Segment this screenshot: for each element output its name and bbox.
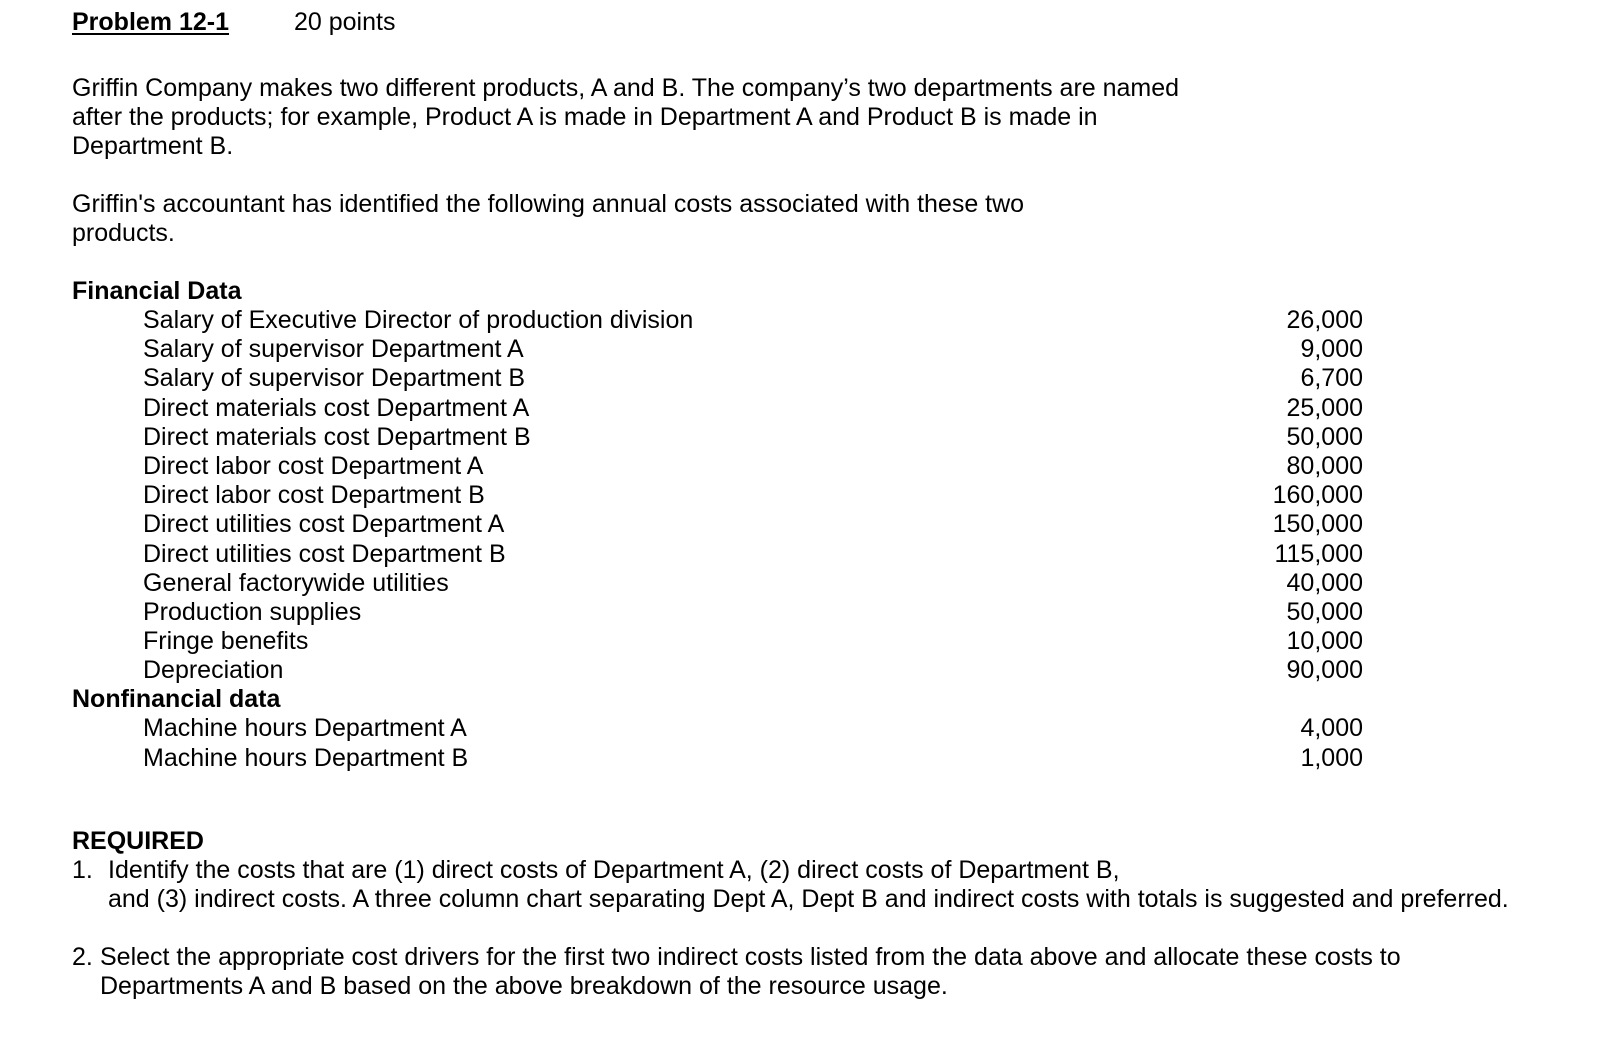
cost-value: 40,000 — [1286, 568, 1363, 597]
required-text — [108, 856, 1602, 914]
financial-data-list — [72, 306, 1602, 685]
cost-label: Fringe benefits — [143, 627, 309, 656]
cost-row — [72, 744, 1602, 773]
cost-row — [72, 452, 1602, 481]
cost-label: Direct utilities cost Department A — [143, 510, 505, 539]
nonfinancial-data-list — [72, 714, 1602, 772]
cost-row — [72, 335, 1602, 364]
required-line: Identify the costs that are (1) direct costs of Department A, (2) direct costs of Department B, — [108, 855, 1120, 884]
cost-row — [72, 364, 1602, 393]
cost-value: 150,000 — [1272, 510, 1363, 539]
cost-label: Direct materials cost Department A — [143, 393, 530, 422]
problem-title: Problem 12-1 — [72, 8, 230, 36]
financial-data-heading: Financial Data — [72, 277, 242, 305]
required-number: 2. — [72, 942, 93, 971]
cost-label: Direct labor cost Department B — [143, 481, 485, 510]
cost-label: Direct materials cost Department B — [143, 422, 531, 451]
cost-label: Machine hours Department B — [143, 743, 469, 772]
cost-row — [72, 540, 1602, 569]
cost-label: Direct utilities cost Department B — [143, 539, 506, 568]
required-line: and (3) indirect costs. A three column chart separating Dept A, Dept B and indirect costs with totals is suggested and preferred. — [108, 884, 1509, 913]
cost-value: 6,700 — [1300, 364, 1363, 393]
cost-value: 80,000 — [1286, 451, 1363, 480]
cost-value: 25,000 — [1286, 393, 1363, 422]
cost-value: 10,000 — [1286, 627, 1363, 656]
required-line: Select the appropriate cost drivers for the first two indirect costs listed from the data above and allocate these costs to — [100, 942, 1401, 971]
cost-label: Salary of supervisor Department B — [143, 364, 526, 393]
intro-paragraph: Griffin Company makes two different products, A and B. The company’s two departments are named after the products; for example, Product A is made in Department A and Product B is made in Department B. — [72, 74, 1180, 160]
required-number: 1. — [72, 855, 93, 884]
cost-row — [72, 598, 1602, 627]
cost-label: Salary of supervisor Department A — [143, 335, 524, 364]
cost-row — [72, 714, 1602, 743]
cost-row — [72, 394, 1602, 423]
cost-row — [72, 627, 1602, 656]
required-section — [72, 827, 1602, 1001]
required-heading: REQUIRED — [72, 826, 204, 855]
required-text — [100, 943, 1602, 1001]
cost-value: 115,000 — [1274, 539, 1363, 568]
cost-row — [72, 656, 1602, 685]
cost-label: General factorywide utilities — [143, 568, 449, 597]
cost-value: 4,000 — [1300, 714, 1363, 743]
cost-label: Depreciation — [143, 656, 284, 685]
cost-value: 50,000 — [1286, 597, 1363, 626]
nonfinancial-data-heading: Nonfinancial data — [72, 685, 281, 714]
cost-label: Direct labor cost Department A — [143, 451, 484, 480]
cost-label: Salary of Executive Director of production division — [143, 306, 694, 334]
cost-row — [72, 306, 1602, 335]
required-item — [72, 856, 1602, 914]
cost-value: 1,000 — [1300, 743, 1363, 772]
required-item — [72, 943, 1602, 1001]
problem-content — [72, 8, 1602, 1001]
intro-paragraph-2: Griffin's accountant has identified the following annual costs associated with these two products. — [72, 190, 1025, 247]
cost-row — [72, 510, 1602, 539]
cost-row — [72, 423, 1602, 452]
cost-label: Machine hours Department A — [143, 714, 467, 743]
cost-value: 50,000 — [1286, 422, 1363, 451]
cost-value: 160,000 — [1272, 481, 1363, 510]
cost-value: 26,000 — [1286, 306, 1363, 334]
cost-row — [72, 481, 1602, 510]
problem-points: 20 points — [294, 8, 396, 36]
cost-label: Production supplies — [143, 597, 362, 626]
cost-row — [72, 569, 1602, 598]
problem-header — [72, 8, 1602, 44]
cost-value: 9,000 — [1300, 335, 1363, 364]
cost-value: 90,000 — [1286, 656, 1363, 685]
required-line: Departments A and B based on the above breakdown of the resource usage. — [100, 971, 948, 1000]
